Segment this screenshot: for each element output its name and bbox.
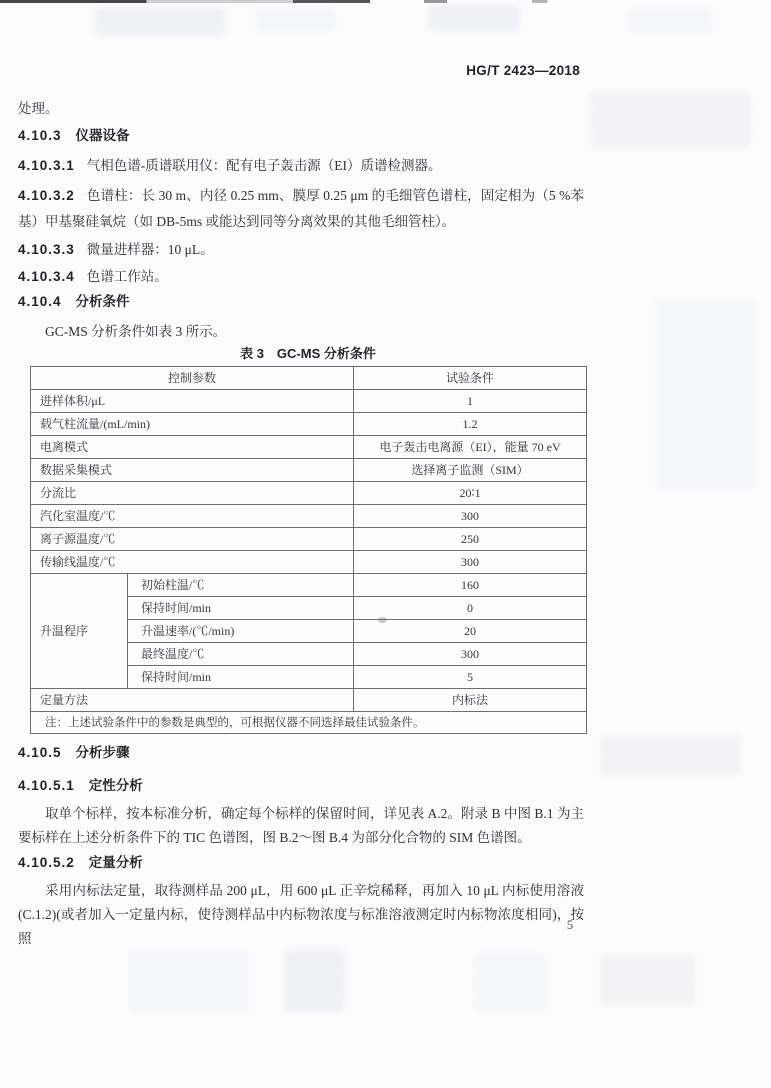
scan-edge-artifact (0, 0, 771, 3)
scan-smudge (475, 953, 547, 1011)
scan-smudge (285, 950, 345, 1012)
clause-number: 4.10.3.2 (18, 188, 75, 203)
param-cell: 离子源温度/℃ (31, 528, 354, 551)
clause-number: 4.10.5 (18, 745, 62, 760)
heading-4-10-3 (18, 124, 584, 144)
table-note-row (31, 712, 587, 734)
value-cell: 内标法 (354, 689, 587, 712)
heading-4-10-5-2 (18, 851, 584, 871)
value-cell: 300 (354, 643, 587, 666)
table-row (31, 459, 587, 482)
value-cell: 选择离子监测（SIM） (354, 459, 587, 482)
clause-text: 色谱工作站。 (86, 269, 168, 284)
gcms-conditions-table (30, 366, 587, 734)
scan-smudge (655, 300, 755, 490)
clause-number: 4.10.3 (18, 128, 62, 143)
param-cell: 数据采集模式 (31, 459, 354, 482)
value-cell: 20 (354, 620, 587, 643)
table-note: 注：上述试验条件中的参数是典型的，可根据仪器不同选择最佳试验条件。 (31, 712, 587, 734)
scan-smudge (255, 8, 335, 32)
heading-4-10-5-1 (18, 774, 584, 794)
table-row (31, 551, 587, 574)
value-cell: 300 (354, 551, 587, 574)
scan-smudge (628, 9, 712, 33)
table-row (31, 505, 587, 528)
scan-smudge (428, 5, 520, 31)
clause-title: 分析条件 (75, 294, 130, 309)
table-intro-paragraph: GC-MS 分析条件如表 3 所示。 (45, 324, 227, 339)
heading-4-10-5 (18, 741, 584, 761)
param-cell: 传输线温度/℃ (31, 551, 354, 574)
value-cell: 电子轰击电离源（EI），能量 70 eV (354, 436, 587, 459)
scan-smudge (95, 7, 225, 35)
clause-4-10-3-4 (18, 264, 584, 290)
table-row (31, 436, 587, 459)
value-cell: 1.2 (354, 413, 587, 436)
param-cell: 保持时间/min (128, 666, 354, 689)
heading-4-10-4 (18, 290, 584, 310)
column-header-value: 试验条件 (354, 367, 587, 390)
clause-number: 4.10.3.4 (18, 269, 75, 284)
table-row (31, 528, 587, 551)
param-cell: 电离模式 (31, 436, 354, 459)
scan-smudge (600, 955, 695, 1005)
clause-number: 4.10.5.1 (18, 778, 75, 793)
param-cell: 汽化室温度/℃ (31, 505, 354, 528)
value-cell: 160 (354, 574, 587, 597)
param-cell: 保持时间/min (128, 597, 354, 620)
clause-number: 4.10.3.1 (18, 158, 75, 173)
param-cell: 分流比 (31, 482, 354, 505)
clause-text: 微量进样器：10 μL。 (86, 242, 214, 257)
clause-title: 分析步骤 (75, 745, 130, 760)
quantitative-analysis-paragraph: 采用内标法定量，取待测样品 200 μL，用 600 μL 正辛烷稀释，再加入 10 μL 内标使用溶液(C.1.2)(或者加入一定量内标，使待测样品中内标物浓度与标准溶液测定时内标物浓度相同)，按照 (18, 883, 584, 946)
paragraph-continuation: 处理。 (18, 101, 59, 116)
param-cell: 升温速率/(℃/min) (128, 620, 354, 643)
clause-text: 气相色谱-质谱联用仪：配有电子轰击源（EI）质谱检测器。 (86, 158, 442, 173)
clause-title: 定量分析 (88, 855, 143, 870)
param-cell: 进样体积/μL (31, 390, 354, 413)
value-cell: 250 (354, 528, 587, 551)
param-cell: 定量方法 (31, 689, 354, 712)
standard-number: HG/T 2423—2018 (466, 63, 580, 78)
table-row-program (31, 574, 587, 597)
column-header-param: 控制参数 (31, 367, 354, 390)
clause-title: 仪器设备 (75, 128, 130, 143)
table-row (31, 482, 587, 505)
scan-smudge (130, 950, 250, 1012)
table-row (31, 413, 587, 436)
value-cell: 5 (354, 666, 587, 689)
table-row (31, 689, 587, 712)
clause-number: 4.10.4 (18, 294, 62, 309)
clause-number: 4.10.3.3 (18, 242, 75, 257)
page-number: 5 (566, 918, 574, 932)
value-cell: 300 (354, 505, 587, 528)
clause-number: 4.10.5.2 (18, 855, 75, 870)
program-group-label: 升温程序 (31, 574, 128, 689)
table-caption: 表 3 GC-MS 分析条件 (240, 346, 376, 361)
clause-title: 定性分析 (88, 778, 143, 793)
clause-4-10-3-3 (18, 237, 584, 263)
param-cell: 初始柱温/℃ (128, 574, 354, 597)
clause-4-10-3-1 (18, 153, 584, 179)
clause-4-10-3-2 (18, 183, 584, 235)
scan-smudge (600, 735, 740, 775)
clause-text: 色谱柱：长 30 m、内径 0.25 mm、膜厚 0.25 μm 的毛细管色谱柱，固定相为（5 %苯基）甲基聚硅氧烷（如 DB-5ms 或能达到同等分离效果的其他毛细管柱）。 (18, 188, 584, 229)
param-cell: 最终温度/℃ (128, 643, 354, 666)
qualitative-analysis-paragraph: 取单个标样，按本标准分析，确定每个标样的保留时间，详见表 A.2。附录 B 中图 B.1 为主要标样在上述分析条件下的 TIC 色谱图，图 B.2～图 B.4 为部分化合物的 SIM 色谱图。 (18, 806, 584, 845)
param-cell: 载气柱流量/(mL/min) (31, 413, 354, 436)
table-row (31, 390, 587, 413)
table-header-row (31, 367, 587, 390)
value-cell: 0 (354, 597, 587, 620)
value-cell: 20∶1 (354, 482, 587, 505)
scan-smudge (590, 92, 750, 147)
value-cell: 1 (354, 390, 587, 413)
